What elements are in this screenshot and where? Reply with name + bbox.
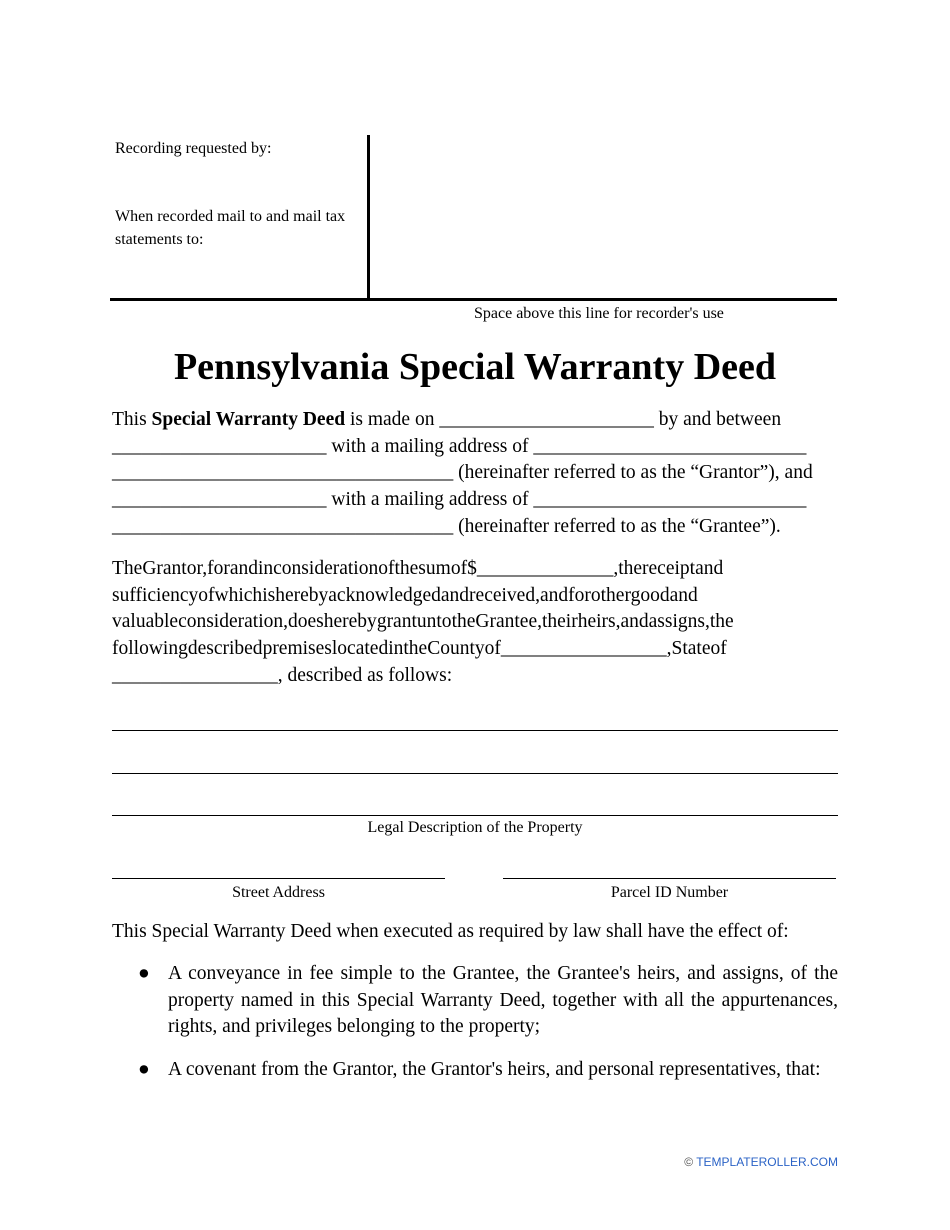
legal-description-line-3[interactable] [112, 815, 838, 816]
copyright-symbol: © [684, 1155, 694, 1169]
street-address-line[interactable] [112, 878, 445, 879]
date-blank[interactable]: ______________________ [439, 409, 654, 430]
grantee-address-blank-2[interactable]: ___________________________________ [112, 515, 454, 537]
consideration-line-3: valuableconsideration,doesherebygrantuntotheGrantee,theirheirs,andassigns,the [112, 611, 734, 633]
intro-line-2: ______________________ with a mailing address of ____________________________ [112, 435, 807, 457]
consideration-line-2: sufficiencyofwhichisherebyacknowledgedandreceived,andforothergoodand [112, 584, 698, 606]
effect-bullet-2 [112, 1057, 838, 1084]
legal-description-line-1[interactable] [112, 730, 838, 731]
legal-description-caption: Legal Description of the Property [367, 819, 583, 836]
document-title: Pennsylvania Special Warranty Deed [173, 346, 777, 388]
parcel-id-caption: Parcel ID Number [610, 884, 729, 901]
consideration-line-5: _________________, described as follows: [112, 664, 453, 686]
mail-to-line-2: statements to: [115, 231, 204, 248]
intro-line-4: ______________________ with a mailing address of ____________________________ [112, 489, 807, 511]
consideration-paragraph [112, 556, 838, 690]
recorder-box-horizontal-divider [110, 298, 837, 301]
recording-requested-by-label: Recording requested by: [115, 140, 272, 157]
legal-description-line-2[interactable] [112, 773, 838, 774]
grantee-address-blank[interactable]: ____________________________ [533, 489, 807, 511]
grantee-name-blank[interactable]: ______________________ [112, 489, 327, 511]
street-address-caption: Street Address [232, 884, 325, 901]
effect-bullet-2-text: A covenant from the Grantor, the Grantor's heirs, and personal representatives, that: [168, 1059, 821, 1081]
consideration-line-1: TheGrantor,forandinconsiderationofthesumof$______________,thereceiptand [112, 558, 724, 579]
bullet-icon: ● [138, 1059, 150, 1081]
mail-to-line-1: When recorded mail to and mail tax [115, 208, 346, 225]
bullet-icon: ● [138, 963, 150, 984]
templateroller-link[interactable]: TEMPLATEROLLER.COM [696, 1155, 838, 1169]
mail-to-label [115, 205, 345, 251]
recorder-use-note: Space above this line for recorder's use [474, 305, 724, 322]
recorder-box-vertical-divider [367, 135, 370, 300]
effect-bullet-list [112, 961, 838, 1084]
grantor-name-blank[interactable]: ______________________ [112, 435, 327, 457]
effect-bullet-1 [112, 961, 838, 1041]
grantor-address-blank-2[interactable]: ___________________________________ [112, 462, 454, 484]
intro-line-1: This Special Warranty Deed is made on ______________________ by and between [112, 409, 782, 430]
parcel-id-line[interactable] [503, 878, 836, 879]
intro-paragraph [112, 407, 838, 541]
footer-credit [684, 1155, 838, 1169]
intro-line-5: ___________________________________ (hereinafter referred to as the “Grantee”). [112, 515, 781, 537]
grantor-address-blank[interactable]: ____________________________ [533, 435, 807, 457]
consideration-line-4: followingdescribedpremiseslocatedintheCountyof_________________,Stateof [112, 638, 727, 660]
intro-line-3: ___________________________________ (hereinafter referred to as the “Grantor”), and [112, 462, 813, 484]
effect-bullet-1-text: A conveyance in fee simple to the Grantee, the Grantee's heirs, and assigns, of the property named in this Special Warranty Deed, together with all the appurtenances, rights, and privileges belonging to the property; [168, 963, 838, 1038]
effect-intro: This Special Warranty Deed when executed as required by law shall have the effect of: [112, 921, 789, 942]
